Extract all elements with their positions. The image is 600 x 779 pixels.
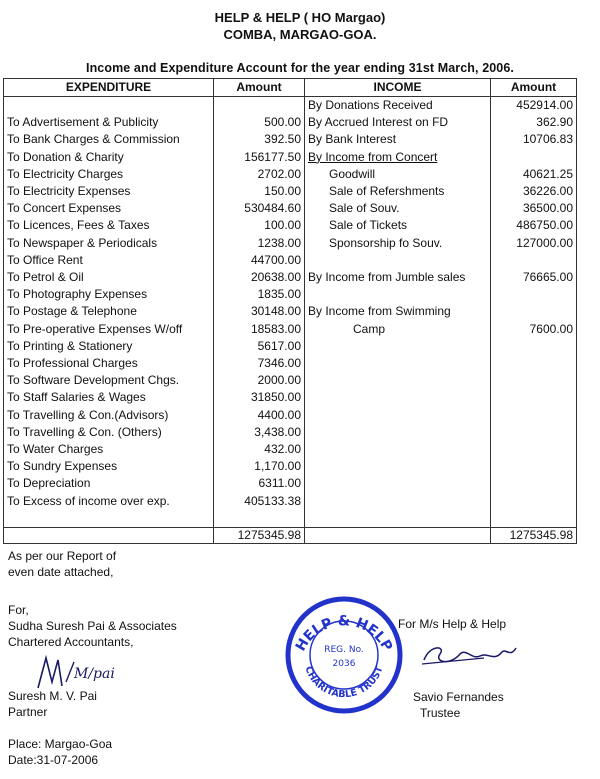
expenditure-amount: 20638.00: [214, 269, 305, 286]
partner-role: Partner: [8, 705, 48, 719]
col-inc-amount: Amount: [491, 79, 577, 97]
seal-top-text: HELP & HELP: [292, 613, 396, 655]
income-amount: [491, 338, 577, 355]
income-amount: [491, 475, 577, 492]
expenditure-amount: 18583.00: [214, 321, 305, 338]
account-table: [3, 78, 577, 544]
income-expenditure-table: [3, 78, 576, 543]
income-amount: 10706.83: [491, 131, 577, 148]
income-amount: [491, 252, 577, 269]
trustee-name: Savio Fernandes: [413, 690, 504, 704]
expenditure-item: To Professional Charges: [4, 355, 214, 372]
income-item: Goodwill: [305, 166, 491, 183]
table-row: [4, 97, 577, 115]
expenditure-item: To Concert Expenses: [4, 200, 214, 217]
expenditure-amount: [214, 97, 305, 115]
table-row: [4, 303, 577, 320]
income-amount: [491, 458, 577, 475]
expenditure-amount: 30148.00: [214, 303, 305, 320]
partner-block: [8, 688, 97, 720]
income-item: By Accrued Interest on FD: [305, 114, 491, 131]
expenditure-amount: 156177.50: [214, 149, 305, 166]
expenditure-item: [4, 97, 214, 115]
expenditure-amount: 2000.00: [214, 372, 305, 389]
expenditure-amount: 3,438.00: [214, 424, 305, 441]
total-income-label-cell: [305, 528, 491, 544]
expenditure-item: To Photography Expenses: [4, 286, 214, 303]
income-amount: 40621.25: [491, 166, 577, 183]
income-item: By Income from Jumble sales: [305, 269, 491, 286]
partner-name: Suresh M. V. Pai: [8, 689, 97, 703]
document-title: Income and Expenditure Account for the year ending 31st March, 2006.: [86, 61, 514, 75]
org-name: HELP & HELP ( HO Margao): [214, 10, 386, 25]
auditor-signature-text: M/pai: [74, 666, 115, 682]
date: Date:31-07-2006: [8, 753, 99, 767]
table-row: [4, 475, 577, 492]
expenditure-amount: 1,170.00: [214, 458, 305, 475]
income-amount: 452914.00: [491, 97, 577, 115]
income-item: [305, 286, 491, 303]
table-row: [4, 458, 577, 475]
report-line-1: As per our Report of: [8, 549, 117, 563]
trust-for-label: For M/s Help & Help: [398, 617, 507, 631]
table-row: [4, 389, 577, 406]
table-row: [4, 372, 577, 389]
income-item: [305, 441, 491, 458]
income-amount: 76665.00: [491, 269, 577, 286]
expenditure-amount: 500.00: [214, 114, 305, 131]
expenditure-amount: 1238.00: [214, 235, 305, 252]
auditor-role: Chartered Accountants,: [8, 635, 134, 649]
income-item: Camp: [305, 321, 491, 338]
expenditure-item: To Electricity Charges: [4, 166, 214, 183]
income-amount: [491, 493, 577, 510]
expenditure-item: To Advertisement & Publicity: [4, 114, 214, 131]
expenditure-item: To Printing & Stationery: [4, 338, 214, 355]
income-amount: 36226.00: [491, 183, 577, 200]
seal-reg-label: REG. No.: [324, 645, 364, 655]
place: Place: Margao-Goa: [8, 737, 113, 751]
table-row: [4, 166, 577, 183]
report-line-2: even date attached,: [8, 565, 114, 579]
table-row: [4, 235, 577, 252]
expenditure-item: To Sundry Expenses: [4, 458, 214, 475]
income-item: [305, 252, 491, 269]
expenditure-amount: 100.00: [214, 217, 305, 234]
income-amount: [491, 149, 577, 166]
for-label: For,: [8, 603, 29, 617]
expenditure-amount: 530484.60: [214, 200, 305, 217]
col-income: INCOME: [305, 79, 491, 97]
income-item: Sale of Souv.: [305, 200, 491, 217]
expenditure-item: To Excess of income over exp.: [4, 493, 214, 510]
expenditure-amount: 150.00: [214, 183, 305, 200]
table-row: [4, 441, 577, 458]
total-row: [4, 528, 577, 544]
table-row: [4, 286, 577, 303]
spacer-row: [4, 510, 577, 528]
income-item: Sale of Tickets: [305, 217, 491, 234]
expenditure-item: To Software Development Chgs.: [4, 372, 214, 389]
income-amount: 362.90: [491, 114, 577, 131]
col-exp-amount: Amount: [214, 79, 305, 97]
income-amount: [491, 372, 577, 389]
income-amount: 7600.00: [491, 321, 577, 338]
expenditure-item: To Donation & Charity: [4, 149, 214, 166]
table-row: [4, 493, 577, 510]
table-row: [4, 149, 577, 166]
expenditure-amount: 44700.00: [214, 252, 305, 269]
expenditure-amount: 7346.00: [214, 355, 305, 372]
income-item: By Income from Concert: [305, 149, 491, 166]
total-label-cell: [4, 528, 214, 544]
expenditure-item: To Newspaper & Periodicals: [4, 235, 214, 252]
expenditure-item: To Depreciation: [4, 475, 214, 492]
income-amount: [491, 424, 577, 441]
seal-bottom-text: CHARITABLE TRUST: [302, 664, 386, 701]
income-amount: 36500.00: [491, 200, 577, 217]
table-row: [4, 424, 577, 441]
income-item: [305, 389, 491, 406]
table-row: [4, 355, 577, 372]
seal-reg-number: 2036: [332, 659, 356, 669]
expenditure-amount: 405133.38: [214, 493, 305, 510]
expenditure-amount: 432.00: [214, 441, 305, 458]
table-row: [4, 252, 577, 269]
expenditure-item: To Electricity Expenses: [4, 183, 214, 200]
total-expenditure: 1275345.98: [214, 528, 305, 544]
total-income: 1275345.98: [491, 528, 577, 544]
table-row: [4, 407, 577, 424]
expenditure-item: To Petrol & Oil: [4, 269, 214, 286]
income-item: By Bank Interest: [305, 131, 491, 148]
org-place: COMBA, MARGAO-GOA.: [223, 27, 377, 42]
auditor-block: [8, 602, 177, 650]
table-row: [4, 217, 577, 234]
table-row: [4, 269, 577, 286]
expenditure-amount: 6311.00: [214, 475, 305, 492]
expenditure-amount: 4400.00: [214, 407, 305, 424]
income-amount: [491, 286, 577, 303]
income-item: [305, 372, 491, 389]
income-item: [305, 338, 491, 355]
expenditure-amount: 31850.00: [214, 389, 305, 406]
income-item: [305, 407, 491, 424]
expenditure-item: To Pre-operative Expenses W/off: [4, 321, 214, 338]
expenditure-item: To Water Charges: [4, 441, 214, 458]
report-note: [8, 548, 116, 580]
income-item: Sale of Refershments: [305, 183, 491, 200]
income-item: [305, 424, 491, 441]
expenditure-item: To Office Rent: [4, 252, 214, 269]
auditor-firm: Sudha Suresh Pai & Associates: [8, 619, 177, 633]
income-amount: [491, 441, 577, 458]
expenditure-amount: 5617.00: [214, 338, 305, 355]
trustee-block: [413, 689, 504, 721]
trustee-signature: [420, 640, 520, 672]
expenditure-item: To Licences, Fees & Taxes: [4, 217, 214, 234]
expenditure-amount: 1835.00: [214, 286, 305, 303]
expenditure-amount: 2702.00: [214, 166, 305, 183]
income-item: [305, 458, 491, 475]
income-amount: [491, 407, 577, 424]
expenditure-item: To Travelling & Con.(Advisors): [4, 407, 214, 424]
income-item: By Income from Swimming: [305, 303, 491, 320]
table-row: [4, 114, 577, 131]
income-amount: [491, 355, 577, 372]
income-item: By Donations Received: [305, 97, 491, 115]
expenditure-item: To Travelling & Con. (Others): [4, 424, 214, 441]
income-item: [305, 355, 491, 372]
trust-seal-stamp: [285, 596, 403, 714]
expenditure-item: To Staff Salaries & Wages: [4, 389, 214, 406]
trustee-role: Trustee: [420, 706, 461, 720]
table-body: [4, 97, 577, 510]
income-amount: 486750.00: [491, 217, 577, 234]
income-item: Sponsorship fo Souv.: [305, 235, 491, 252]
income-amount: 127000.00: [491, 235, 577, 252]
table-row: [4, 321, 577, 338]
income-item: [305, 475, 491, 492]
income-amount: [491, 389, 577, 406]
col-expenditure: EXPENDITURE: [4, 79, 214, 97]
income-item: [305, 493, 491, 510]
table-row: [4, 183, 577, 200]
place-date-block: [8, 736, 112, 768]
table-row: [4, 338, 577, 355]
expenditure-item: To Postage & Telephone: [4, 303, 214, 320]
expenditure-item: To Bank Charges & Commission: [4, 131, 214, 148]
table-row: [4, 131, 577, 148]
income-amount: [491, 303, 577, 320]
table-row: [4, 200, 577, 217]
table-header-row: [4, 79, 577, 97]
expenditure-amount: 392.50: [214, 131, 305, 148]
